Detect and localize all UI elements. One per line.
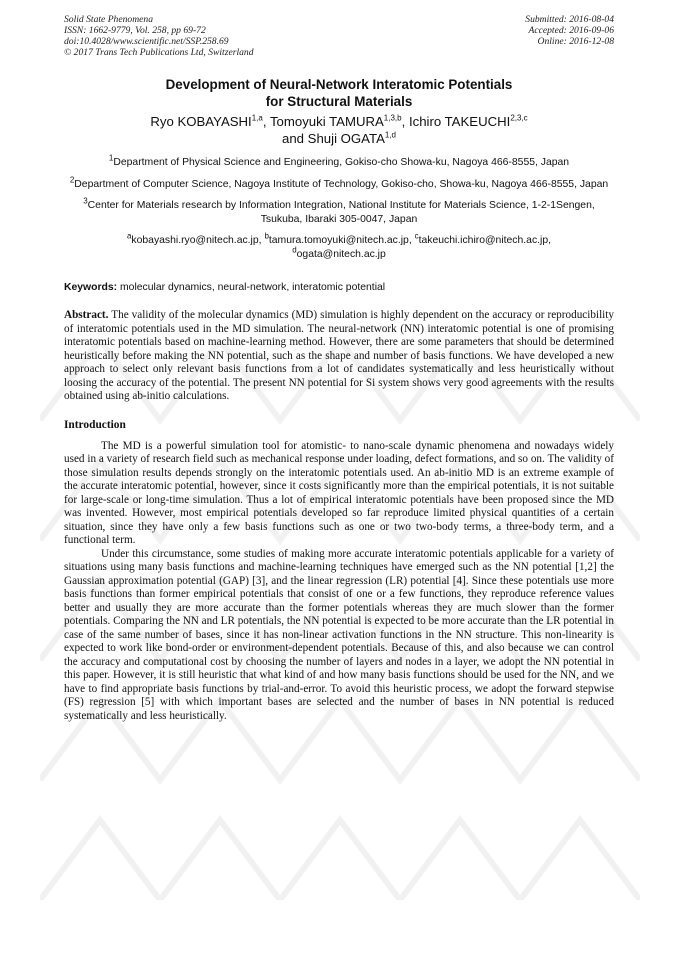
online-date: Online: 2016-12-08 [537, 36, 614, 47]
title-line-1: Development of Neural-Network Interatomic Potentials [165, 77, 513, 92]
affiliation-1 [64, 153, 614, 170]
abstract [64, 309, 614, 404]
doi: doi:10.4028/www.scientific.net/SSP.258.69 [64, 36, 229, 47]
email-sup: b [264, 231, 269, 241]
publication-info [64, 14, 614, 58]
paper-title [64, 76, 614, 110]
email-sup: d [292, 245, 297, 255]
author-name: Shuji OGATA [307, 131, 385, 146]
email-sup: c [414, 231, 419, 241]
keywords [64, 281, 614, 294]
email-link[interactable]: ogata@nitech.ac.jp [296, 248, 386, 260]
affiliation-3 [64, 196, 614, 226]
affiliation-text: Department of Computer Science, Nagoya Institute of Technology, Gokiso-cho, Showa-ku, Nagoya 466-8555, Japan [74, 178, 609, 190]
keywords-text: molecular dynamics, neural-network, interatomic potential [120, 282, 386, 293]
introduction-heading: Introduction [64, 418, 126, 431]
paper-page [64, 14, 614, 723]
keywords-label: Keywords: [64, 282, 118, 293]
intro-paragraph-2: Under this circumstance, some studies of making more accurate interatomic potentials applicable for a variety of situations using many basis functions and machine-learning techniques have emerged such as the NN potential [1,2] the Gaussian approximation potential (GAP) [3], and the linear regression (LR) potential [4]. Since these potentials use more basis functions than former empirical potentials that consist of one or a few functions, they reproduce reference values better and usually they are more accurate than the former potentials whereas they are much slower than the former potentials. Comparing the NN and LR potentials, the NN potential is expected to be more accurate than the LR potential in case of the same number of bases, since it has non-linear activation functions in the NN structure. This non-linearity is expected to work like bond-order or environment-dependent potentials. Because of this, and also because we can control the accuracy and computational cost by choosing the number of layers and nodes in a layer, we adopt the NN potential in this paper. However, it is still heuristic that what kind of and how many basis functions should be used for the NN, and we have to find appropriate basis functions by trial-and-error. To avoid this heuristic process, we adopt the forward stepwise (FS) regression [5] with which important bases are selected and the number of bases in NN potential is reduced systematically and less heuristically. [64, 547, 614, 722]
affiliation-2 [64, 175, 614, 192]
journal-name: Solid State Phenomena [64, 14, 153, 25]
affiliation-num: 1 [108, 153, 114, 163]
author-sup: 1,3,b [383, 113, 402, 123]
affiliation-text: Department of Physical Science and Engineering, Gokiso-cho Showa-ku, Nagoya 466-8555, Japan [113, 157, 570, 168]
accepted-date: Accepted: 2016-09-06 [528, 25, 614, 36]
author-name: Tomoyuki TAMURA [269, 114, 384, 129]
author-separator: , [262, 114, 267, 129]
journal-info [64, 14, 254, 58]
abstract-text: The validity of the molecular dynamics (MD) simulation is highly dependent on the accuracy or reproducibility of interatomic potentials used in the MD simulation. The neural-network (NN) interatomic potential is one of promising interatomic potentials based on machine-learning method. However, there are some parameters that should be determined heuristically before making the NN potential, such as the shape and number of basis functions. We have developed a new approach to select only relevant basis functions from a lot of candidates systematically and less heuristically without loosing the accuracy of the potential. The present NN potential for Si system shows very good agreements with the results obtained using ab-initio calculations. [64, 309, 614, 402]
email-link[interactable]: kobayashi.ryo@nitech.ac.jp [131, 235, 259, 246]
affiliation-num: 3 [83, 196, 88, 206]
author-and: and [281, 131, 304, 146]
abstract-label: Abstract. [64, 309, 109, 321]
author-sup: 1,d [384, 130, 396, 140]
issn: ISSN: 1662-9779, Vol. 258, pp 69-72 [64, 25, 206, 36]
author-sup: 1,a [251, 113, 263, 123]
email-link[interactable]: takeuchi.ichiro@nitech.ac.jp [418, 235, 549, 246]
author-list [64, 113, 614, 147]
email-sup: a [126, 231, 132, 241]
author-separator: , [401, 114, 406, 129]
email-list: $^a$kobayashi.ryo@nitech.ac.jp, $^b$tamura.tomoyuki@nitech.ac.jp, $^c$takeuchi.ichiro@nitech.ac.jp, $^d$ogata@nitech.ac.jp [126, 231, 552, 260]
author-sup: 2,3,c [510, 113, 528, 123]
copyright: © 2017 Trans Tech Publications Ltd, Switzerland [64, 47, 254, 58]
dates-info [525, 14, 614, 58]
author-name: Ryo KOBAYASHI [150, 114, 252, 129]
intro-paragraph-1: The MD is a powerful simulation tool for atomistic- to nano-scale dynamic phenomena and nowadays widely used in a variety of research field such as mechanical response under loading, defect formations, and so on. The validity of those simulation results depends strongly on the interatomic potentials used. An ab-initio MD is an extreme example of the accurate interatomic potential, however, since it costs significantly more than the empirical potentials, it is not suitable for large-scale or long-time simulation. Thus a lot of empirical interatomic potentials have been proposed since the MD was invented. However, most empirical potentials developed so far reproduce limited physical quantities of a certain situation, since they have only a few basis functions such as one or two two-body terms, a three-body term, and a functional term. [64, 439, 614, 546]
submitted-date: Submitted: 2016-08-04 [525, 14, 614, 25]
affiliation-num: 2 [69, 175, 75, 185]
email-link[interactable]: tamura.tomoyuki@nitech.ac.jp [268, 235, 409, 246]
title-line-2: for Structural Materials [265, 94, 413, 109]
author-name: Ichiro TAKEUCHI [408, 114, 511, 129]
affiliation-text: Center for Materials research by Information Integration, National Institute for Materials Science, 1-2-1Sengen, Tsukuba, Ibaraki 305-0047, Japan [87, 200, 595, 225]
